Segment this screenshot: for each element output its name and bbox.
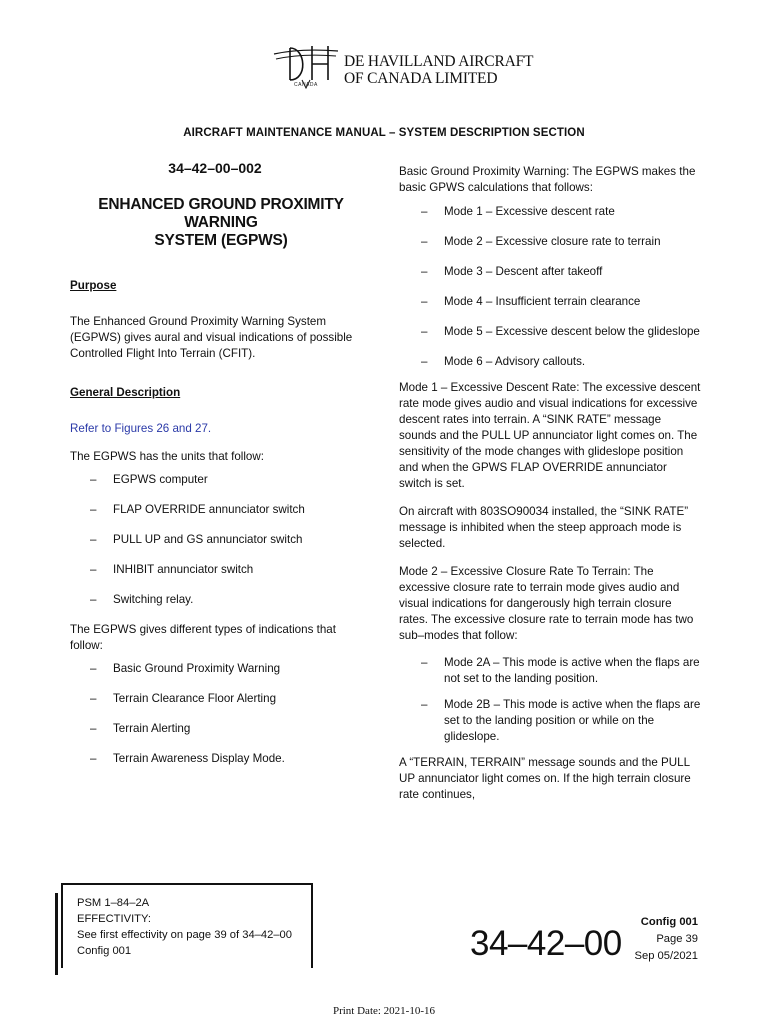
list-item: – PULL UP and GS annunciator switch (90, 533, 303, 546)
list-item: – Basic Ground Proximity Warning (90, 662, 281, 675)
list-item: – INHIBIT annunciator switch (90, 563, 254, 576)
config-left: Config 001 (77, 945, 132, 957)
chapter-code: 34–42–00 (470, 924, 622, 963)
sink-rate-paragraph: On aircraft with 803SO90034 installed, the “SINK RATE” message is inhibited when the steep approach mode is selected. (399, 505, 689, 550)
list-item: – Mode 6 – Advisory callouts. (421, 355, 586, 368)
list-item: – Switching relay. (90, 593, 194, 606)
effectivity-text: See first effectivity on page 39 of 34–42–00 (77, 929, 292, 941)
list-item: – Terrain Alerting (90, 722, 191, 735)
document-title-line-1: ENHANCED GROUND PROXIMITY WARNING (98, 196, 344, 231)
manual-title: AIRCRAFT MAINTENANCE MANUAL – SYSTEM DESCRIPTION SECTION (183, 127, 585, 139)
mode1-paragraph: Mode 1 – Excessive Descent Rate: The excessive descent rate mode gives audio and visual indications for excessive descent rates into terrain. A “SINK RATE” message sounds and the PULL UP annunciator light comes on. The sensitivity of the mode changes with glideslope position and when the GPWS FLAP OVERRIDE annunciator switch is set. (399, 381, 701, 490)
units-intro: The EGPWS has the units that follow: (70, 450, 264, 463)
psm-number: PSM 1–84–2A (77, 897, 150, 909)
effectivity-box (61, 883, 313, 968)
types-intro: The EGPWS gives different types of indications that follow: (70, 623, 336, 652)
right-column (399, 164, 701, 803)
config-right: Config 001 (640, 916, 698, 928)
submodes-list (399, 655, 701, 745)
revision-bar (55, 893, 58, 975)
list-item: – Mode 5 – Excessive descent below the glideslope (421, 325, 700, 338)
revision-date: Sep 05/2021 (634, 950, 698, 962)
general-description-heading: General Description (70, 386, 181, 399)
figure-reference-link[interactable]: Refer to Figures 26 and 27. (70, 422, 212, 435)
purpose-heading: Purpose (70, 279, 117, 292)
document-title (64, 196, 378, 250)
list-item: – Terrain Awareness Display Mode. (90, 752, 285, 765)
modes-list (399, 204, 701, 370)
list-item: – Terrain Clearance Floor Alerting (90, 692, 277, 705)
logo-subtext: CANADA (294, 82, 318, 88)
logo-line-2: OF CANADA LIMITED (344, 70, 498, 87)
basic-gpws-intro: Basic Ground Proximity Warning: The EGPWS makes the basic GPWS calculations that follows: (399, 165, 696, 194)
document-number: 34–42–00–002 (168, 160, 262, 176)
document-title-line-2: SYSTEM (EGPWS) (154, 232, 288, 249)
logo-line-1: DE HAVILLAND AIRCRAFT (344, 53, 534, 70)
list-item: – Mode 2B – This mode is active when the flaps are set to the landing position or while on the glideslope. (421, 698, 701, 743)
units-list (70, 472, 370, 608)
purpose-paragraph: The Enhanced Ground Proximity Warning System (EGPWS) gives aural and visual indications of possible Controlled Flight Into Terrain (CFIT). (70, 315, 353, 360)
effectivity-label: EFFECTIVITY: (77, 913, 151, 925)
terrain-paragraph: A “TERRAIN, TERRAIN” message sounds and the PULL UP annunciator light comes on. If the high terrain closure rate continues, (399, 756, 691, 801)
list-item: – Mode 3 – Descent after takeoff (421, 265, 603, 278)
print-date: Print Date: 2021-10-16 (332, 1005, 436, 1017)
list-item: – Mode 2A – This mode is active when the flaps are not set to the landing position. (421, 656, 700, 685)
page-number: Page 39 (656, 933, 698, 945)
mode2-paragraph: Mode 2 – Excessive Closure Rate To Terrain: The excessive closure rate to terrain mode gives audio and visual indications for dangerously high terrain closure rates. The excessive closure rate to terrain mode has two sub–modes that follow: (399, 565, 694, 642)
list-item: – EGPWS computer (90, 473, 208, 486)
page-meta (600, 914, 698, 965)
company-logo (272, 40, 534, 96)
left-column (70, 160, 370, 781)
list-item: – Mode 2 – Excessive closure rate to terrain (421, 235, 661, 248)
types-list (70, 661, 370, 767)
list-item: – Mode 1 – Excessive descent rate (421, 205, 615, 218)
list-item: – Mode 4 – Insufficient terrain clearance (421, 295, 641, 308)
list-item: – FLAP OVERRIDE annunciator switch (90, 503, 305, 516)
